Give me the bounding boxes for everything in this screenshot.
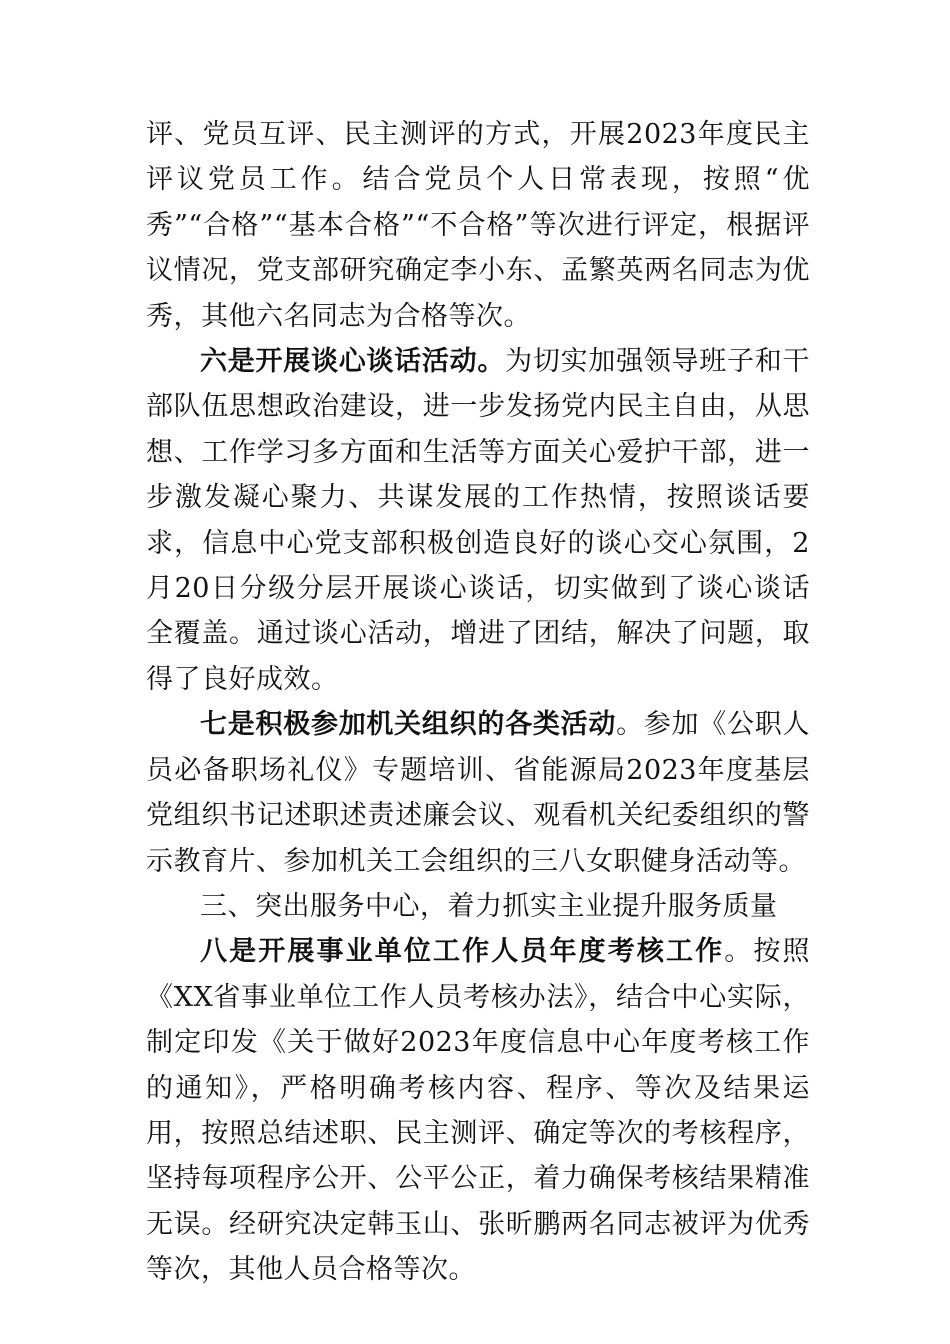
paragraph-text: 。参加《公职人员必备职场礼仪》专题培训、省能源局2023年度基层党组织书记述职述责述廉会议、观看机关纪委组织的警示教育片、参加机关工会组织的三八女职健身活动等。 (146, 709, 811, 877)
paragraph-annual-assessment (146, 929, 810, 1292)
paragraph-heart-to-heart-talks (146, 339, 810, 702)
paragraph-lead-heading: 六是开展谈心谈话活动。 (200, 346, 506, 378)
paragraph-democratic-review (146, 112, 810, 339)
paragraph-text: 。按照《XX省事业单位工作人员考核办法》，结合中心实际，制定印发《关于做好2023年度信息中心年度考核工作的通知》，严格明确考核内容、程序、等次及结果运用，按照总结述职、民主测评、确定等次的考核程序，坚持每项程序公开、公平公正，着力确保考核结果精准无误。经研究决定韩玉山、张昕鹏两名同志被评为优秀等次，其他人员合格等次。 (146, 936, 810, 1286)
document-page (146, 112, 810, 1293)
section-heading-three: 三、突出服务中心，着力抓实主业提升服务质量 (200, 890, 778, 922)
paragraph-text: 评、党员互评、民主测评的方式，开展2023年度民主评议党员工作。结合党员个人日常表现，按照“优秀”“合格”“基本合格”“不合格”等次进行评定，根据评议情况，党支部研究确定李小东、孟繁英两名同志为优秀，其他六名同志为合格等次。 (146, 119, 810, 332)
paragraph-lead-heading: 八是开展事业单位工作人员年度考核工作 (200, 936, 725, 968)
paragraph-organization-activities (146, 702, 810, 884)
paragraph-text: 为切实加强领导班子和干部队伍思想政治建设，进一步发扬党内民主自由，从思想、工作学习多方面和生活等方面关心爱护干部，进一步激发凝心聚力、共谋发展的工作热情，按照谈话要求，信息中心党支部积极创造良好的谈心交心氛围，2月20日分级分层开展谈心谈话，切实做到了谈心谈话全覆盖。通过谈心活动，增进了团结，解决了问题，取得了良好成效。 (146, 346, 811, 695)
paragraph-lead-heading: 七是积极参加机关组织的各类活动 (200, 709, 617, 741)
